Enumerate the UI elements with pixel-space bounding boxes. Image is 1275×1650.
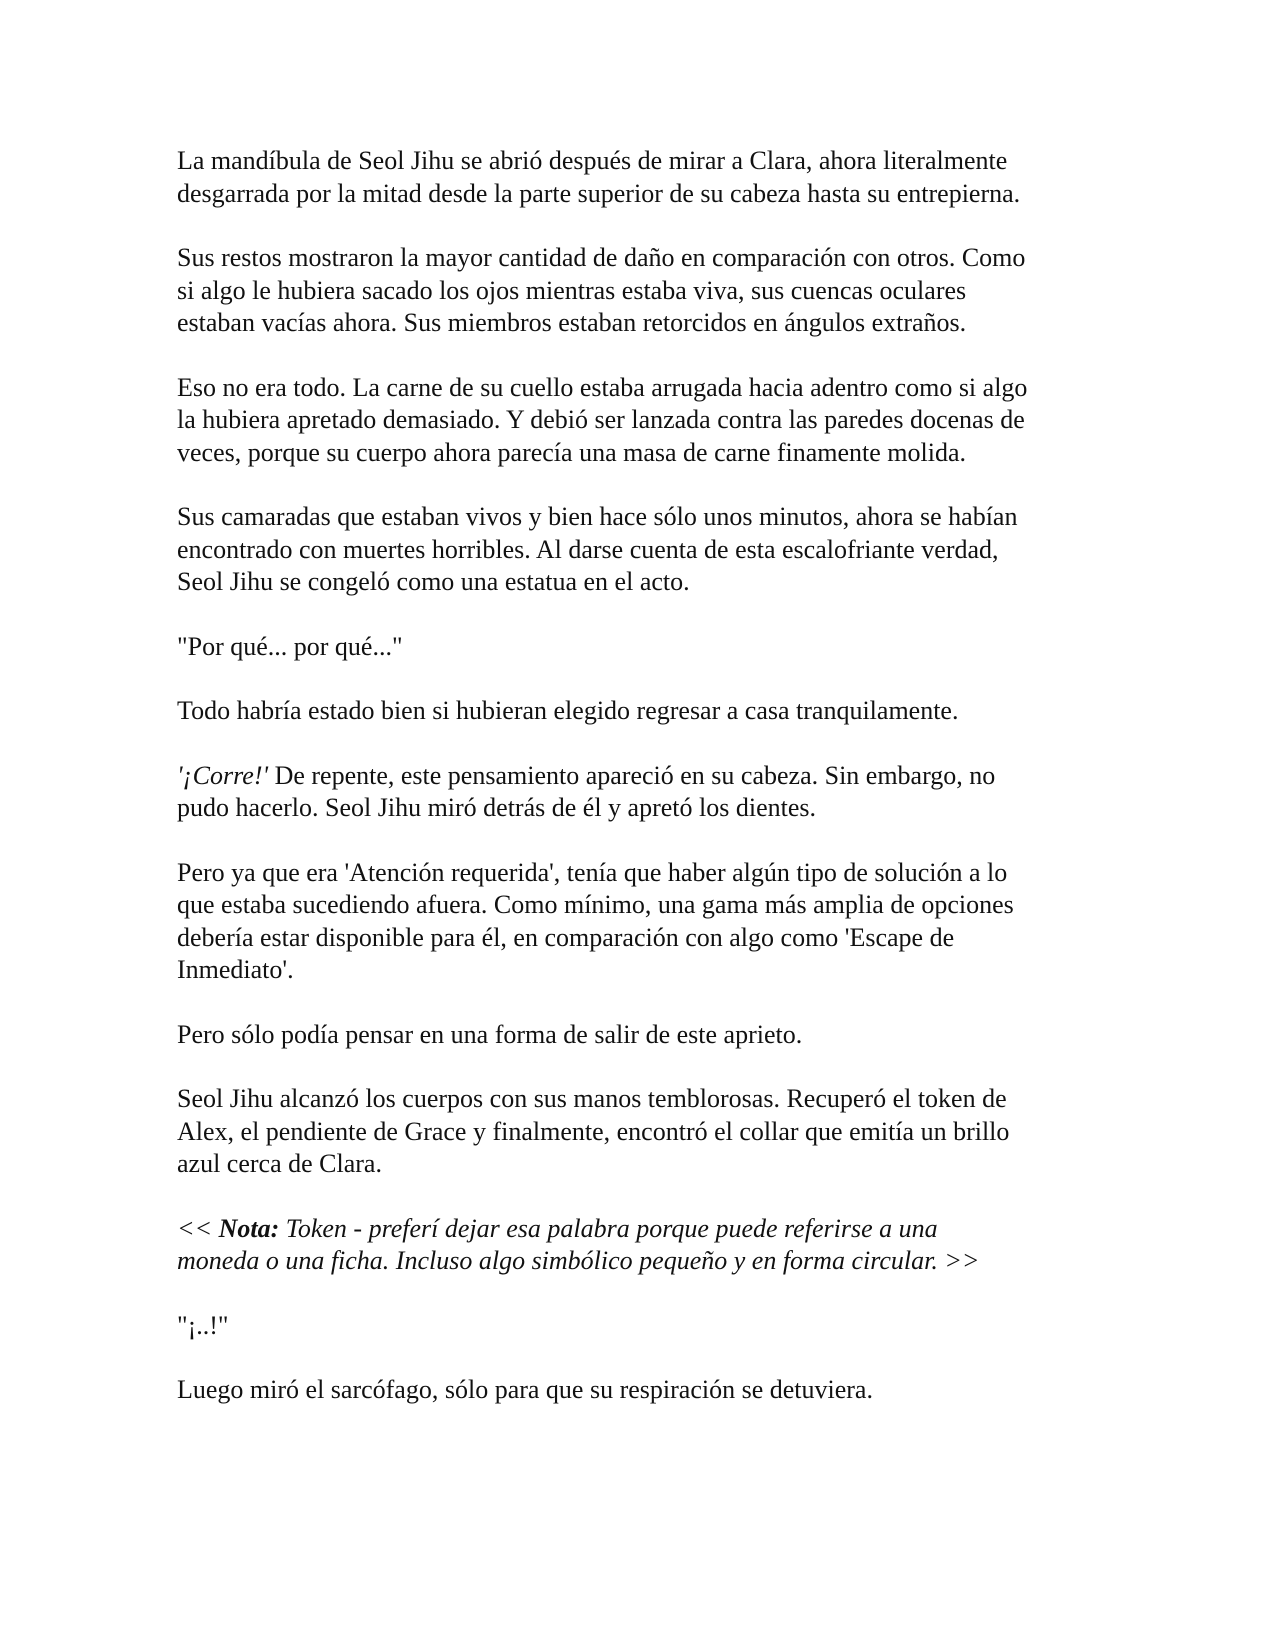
- text-line: que estaba sucediendo afuera. Como mínimo, una gama más amplia de opciones: [177, 890, 1014, 919]
- text-line: debería estar disponible para él, en comparación con algo como 'Escape de: [177, 922, 955, 952]
- text-line: Luego miró el sarcófago, sólo para que su respiración se detuviera.: [177, 1375, 873, 1404]
- text-line: Eso no era todo. La carne de su cuello estaba arrugada hacia adentro como si algo: [177, 372, 1028, 402]
- text-line: La mandíbula de Seol Jihu se abrió después de mirar a Clara, ahora literalmente: [177, 146, 1008, 175]
- text-line: Seol Jihu alcanzó los cuerpos con sus manos temblorosas. Recuperó el token de: [177, 1084, 1007, 1113]
- paragraph: [177, 501, 1107, 599]
- paragraph: [177, 1374, 1107, 1407]
- paragraph: [177, 857, 1107, 987]
- text-line: Pero ya que era 'Atención requerida', tenía que haber algún tipo de solución a lo: [177, 857, 1008, 887]
- note-label: Nota:: [218, 1213, 280, 1243]
- text-line: Todo habría estado bien si hubieran elegido regresar a casa tranquilamente.: [177, 696, 959, 725]
- note-open: <<: [177, 1213, 219, 1243]
- text-line: si algo le hubiera sacado los ojos mientras estaba viva, sus cuencas oculares: [177, 275, 967, 305]
- text-line: [177, 760, 1107, 793]
- paragraph: [177, 145, 1107, 210]
- paragraph: [177, 695, 1107, 728]
- text-line: "¡..!": [177, 1310, 229, 1340]
- text-line: Inmediato'.: [177, 955, 294, 984]
- document-body: [177, 145, 1107, 1439]
- text-line: veces, porque su cuerpo ahora parecía una masa de carne finamente molida.: [177, 437, 967, 467]
- text-line: estaban vacías ahora. Sus miembros estaban retorcidos en ángulos extraños.: [177, 308, 967, 337]
- text-span: Token - preferí dejar esa palabra porque puede referirse a una: [279, 1213, 938, 1243]
- translator-note: [177, 1213, 1107, 1278]
- text-line: desgarrada por la mitad desde la parte superior de su cabeza hasta su entrepierna.: [177, 178, 1021, 208]
- paragraph: [177, 372, 1107, 470]
- paragraph: [177, 1019, 1107, 1052]
- italic-thought: '¡Corre!': [177, 760, 269, 790]
- text-line: Pero sólo podía pensar en una forma de salir de este aprieto.: [177, 1019, 803, 1049]
- paragraph: [177, 242, 1107, 340]
- text-span: De repente, este pensamiento apareció en su cabeza. Sin embargo, no: [268, 760, 996, 790]
- text-line: Alex, el pendiente de Grace y finalmente, encontró el collar que emitía un brillo: [177, 1116, 1010, 1146]
- text-line: azul cerca de Clara.: [177, 1149, 382, 1178]
- text-line: [177, 1213, 1107, 1246]
- paragraph-dialogue: [177, 1310, 1107, 1343]
- text-line: moneda o una ficha. Incluso algo simbólico pequeño y en forma circular. >>: [177, 1246, 980, 1275]
- text-line: la hubiera apretado demasiado. Y debió ser lanzada contra las paredes docenas de: [177, 405, 1025, 434]
- paragraph-dialogue: [177, 631, 1107, 664]
- text-line: Sus camaradas que estaban vivos y bien hace sólo unos minutos, ahora se habían: [177, 502, 1018, 531]
- text-line: pudo hacerlo. Seol Jihu miró detrás de él y apretó los dientes.: [177, 793, 817, 822]
- text-line: "Por qué... por qué...": [177, 631, 403, 661]
- text-line: Sus restos mostraron la mayor cantidad de daño en comparación con otros. Como: [177, 243, 1026, 272]
- text-line: Seol Jihu se congeló como una estatua en el acto.: [177, 567, 690, 596]
- paragraph-thought: [177, 760, 1107, 825]
- text-line: encontrado con muertes horribles. Al darse cuenta de esta escalofriante verdad,: [177, 534, 999, 564]
- paragraph: [177, 1083, 1107, 1181]
